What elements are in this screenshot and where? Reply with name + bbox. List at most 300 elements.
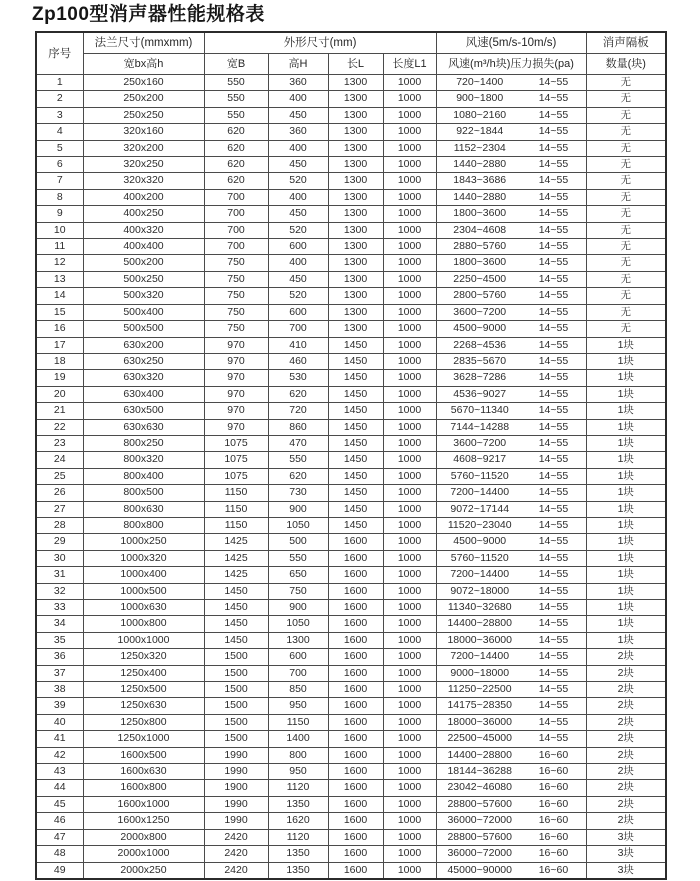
pressure-loss-value: 14~55	[538, 322, 569, 335]
airflow-range-value: 18000~36000	[447, 715, 512, 728]
baffle-count-cell: 无	[586, 107, 666, 123]
wind-speed-cell	[436, 91, 586, 107]
length-l-cell: 1300	[328, 157, 383, 173]
baffle-count-cell: 无	[586, 321, 666, 337]
serial-cell: 23	[36, 435, 83, 451]
length-l1-cell: 1000	[383, 517, 436, 533]
width-b-cell: 1990	[204, 796, 268, 812]
height-h-cell: 450	[268, 206, 328, 222]
height-h-cell: 700	[268, 321, 328, 337]
table-row	[36, 222, 666, 238]
length-l1-cell: 1000	[383, 452, 436, 468]
wind-speed-cell	[436, 862, 586, 879]
serial-cell: 33	[36, 600, 83, 616]
table-row	[36, 485, 666, 501]
pressure-loss-value: 14~55	[538, 190, 569, 203]
serial-cell: 44	[36, 780, 83, 796]
height-h-cell: 500	[268, 534, 328, 550]
serial-cell: 4	[36, 124, 83, 140]
table-row	[36, 206, 666, 222]
wind-speed-cell	[436, 501, 586, 517]
length-l1-cell: 1000	[383, 321, 436, 337]
height-h-cell: 520	[268, 222, 328, 238]
height-h-cell: 620	[268, 386, 328, 402]
serial-cell: 21	[36, 403, 83, 419]
baffle-count-cell: 1块	[586, 600, 666, 616]
length-l-cell: 1600	[328, 813, 383, 829]
length-l1-cell: 1000	[383, 632, 436, 648]
length-l-cell: 1300	[328, 107, 383, 123]
header-baffle-sub: 数量(块)	[586, 54, 666, 75]
table-row	[36, 353, 666, 369]
length-l1-cell: 1000	[383, 550, 436, 566]
baffle-count-cell: 3块	[586, 846, 666, 862]
airflow-range-value: 7200~14400	[450, 486, 510, 499]
height-h-cell: 470	[268, 435, 328, 451]
airflow-range-value: 3600~7200	[453, 436, 507, 449]
pressure-loss-value: 14~55	[538, 650, 569, 663]
wind-speed-cell	[436, 632, 586, 648]
wind-speed-cell	[436, 370, 586, 386]
wind-speed-cell	[436, 353, 586, 369]
pressure-loss-value: 16~60	[538, 830, 569, 843]
airflow-range-value: 28800~57600	[447, 797, 512, 810]
flange-size-cell: 1250x630	[83, 698, 204, 714]
flange-size-cell: 630x500	[83, 403, 204, 419]
airflow-range-value: 900~1800	[456, 92, 504, 105]
flange-size-cell: 1600x800	[83, 780, 204, 796]
length-l1-cell: 1000	[383, 107, 436, 123]
pressure-loss-value: 14~55	[538, 732, 569, 745]
wind-speed-cell	[436, 337, 586, 353]
height-h-cell: 1300	[268, 632, 328, 648]
length-l1-cell: 1000	[383, 813, 436, 829]
table-row	[36, 747, 666, 763]
flange-size-cell: 1000x250	[83, 534, 204, 550]
header-height-h: 高H	[268, 54, 328, 75]
table-row	[36, 567, 666, 583]
length-l1-cell: 1000	[383, 370, 436, 386]
table-row	[36, 829, 666, 845]
width-b-cell: 550	[204, 91, 268, 107]
pressure-loss-value: 14~55	[538, 371, 569, 384]
baffle-count-cell: 1块	[586, 403, 666, 419]
height-h-cell: 900	[268, 501, 328, 517]
width-b-cell: 970	[204, 337, 268, 353]
pressure-loss-value: 14~55	[538, 92, 569, 105]
pressure-loss-value: 14~55	[538, 305, 569, 318]
airflow-range-value: 11250~22500	[447, 683, 512, 696]
baffle-count-cell: 2块	[586, 796, 666, 812]
baffle-count-cell: 2块	[586, 813, 666, 829]
airflow-range-value: 9072~18000	[450, 584, 510, 597]
airflow-range-value: 2268~4536	[453, 338, 507, 351]
width-b-cell: 1425	[204, 567, 268, 583]
table-row	[36, 616, 666, 632]
flange-size-cell: 1000x500	[83, 583, 204, 599]
length-l1-cell: 1000	[383, 239, 436, 255]
width-b-cell: 750	[204, 271, 268, 287]
pressure-loss-value: 14~55	[538, 158, 569, 171]
height-h-cell: 900	[268, 600, 328, 616]
table-row	[36, 124, 666, 140]
flange-size-cell: 1250x400	[83, 665, 204, 681]
airflow-range-value: 4500~9000	[453, 535, 507, 548]
flange-size-cell: 400x400	[83, 239, 204, 255]
serial-cell: 34	[36, 616, 83, 632]
baffle-count-cell: 1块	[586, 534, 666, 550]
baffle-count-cell: 无	[586, 255, 666, 271]
table-row	[36, 140, 666, 156]
table-row	[36, 665, 666, 681]
wind-speed-cell	[436, 157, 586, 173]
serial-cell: 48	[36, 846, 83, 862]
length-l1-cell: 1000	[383, 698, 436, 714]
flange-size-cell: 500x320	[83, 288, 204, 304]
table-row	[36, 468, 666, 484]
pressure-loss-value: 14~55	[538, 76, 569, 88]
serial-cell: 31	[36, 567, 83, 583]
airflow-range-value: 1152~2304	[453, 141, 506, 154]
flange-size-cell: 800x630	[83, 501, 204, 517]
baffle-count-cell: 无	[586, 222, 666, 238]
serial-cell: 6	[36, 157, 83, 173]
length-l-cell: 1450	[328, 337, 383, 353]
baffle-count-cell: 1块	[586, 567, 666, 583]
length-l1-cell: 1000	[383, 271, 436, 287]
serial-cell: 16	[36, 321, 83, 337]
pressure-loss-value: 14~55	[538, 535, 569, 548]
flange-size-cell: 800x800	[83, 517, 204, 533]
width-b-cell: 970	[204, 419, 268, 435]
pressure-loss-value: 14~55	[538, 108, 569, 121]
height-h-cell: 1350	[268, 862, 328, 879]
pressure-loss-value: 14~55	[538, 387, 569, 400]
flange-size-cell: 320x200	[83, 140, 204, 156]
height-h-cell: 1620	[268, 813, 328, 829]
wind-speed-cell	[436, 747, 586, 763]
flange-size-cell: 320x160	[83, 124, 204, 140]
width-b-cell: 1075	[204, 452, 268, 468]
length-l-cell: 1300	[328, 75, 383, 91]
height-h-cell: 950	[268, 764, 328, 780]
wind-speed-cell	[436, 288, 586, 304]
height-h-cell: 720	[268, 403, 328, 419]
width-b-cell: 1450	[204, 583, 268, 599]
wind-speed-cell	[436, 649, 586, 665]
header-length-l: 长L	[328, 54, 383, 75]
airflow-range-value: 3600~7200	[453, 305, 507, 318]
baffle-count-cell: 无	[586, 173, 666, 189]
height-h-cell: 360	[268, 124, 328, 140]
width-b-cell: 970	[204, 403, 268, 419]
width-b-cell: 1150	[204, 517, 268, 533]
table-row	[36, 534, 666, 550]
flange-size-cell: 800x250	[83, 435, 204, 451]
baffle-count-cell: 2块	[586, 698, 666, 714]
serial-cell: 29	[36, 534, 83, 550]
airflow-range-value: 28800~57600	[447, 830, 512, 843]
wind-speed-cell	[436, 452, 586, 468]
length-l-cell: 1600	[328, 665, 383, 681]
baffle-count-cell: 2块	[586, 780, 666, 796]
width-b-cell: 1990	[204, 747, 268, 763]
table-row	[36, 271, 666, 287]
table-row	[36, 583, 666, 599]
table-row	[36, 682, 666, 698]
pressure-loss-value: 14~55	[538, 404, 569, 417]
baffle-count-cell: 2块	[586, 731, 666, 747]
pressure-loss-value: 14~55	[538, 518, 569, 531]
width-b-cell: 2420	[204, 846, 268, 862]
width-b-cell: 550	[204, 75, 268, 91]
serial-cell: 22	[36, 419, 83, 435]
length-l1-cell: 1000	[383, 649, 436, 665]
pressure-loss-value: 14~55	[538, 256, 569, 269]
length-l1-cell: 1000	[383, 435, 436, 451]
serial-cell: 39	[36, 698, 83, 714]
wind-speed-cell	[436, 435, 586, 451]
flange-size-cell: 250x250	[83, 107, 204, 123]
airflow-range-value: 7200~14400	[450, 650, 510, 663]
flange-size-cell: 800x320	[83, 452, 204, 468]
wind-speed-cell	[436, 189, 586, 205]
airflow-range-value: 1440~2880	[453, 190, 507, 203]
baffle-count-cell: 2块	[586, 714, 666, 730]
flange-size-cell: 800x500	[83, 485, 204, 501]
length-l1-cell: 1000	[383, 386, 436, 402]
header-sub-row	[36, 54, 666, 75]
serial-cell: 43	[36, 764, 83, 780]
pressure-loss-value: 16~60	[538, 781, 569, 794]
length-l-cell: 1600	[328, 616, 383, 632]
serial-cell: 24	[36, 452, 83, 468]
serial-cell: 42	[36, 747, 83, 763]
length-l-cell: 1450	[328, 419, 383, 435]
wind-speed-cell	[436, 780, 586, 796]
airflow-range-value: 14175~28350	[447, 699, 512, 712]
length-l1-cell: 1000	[383, 75, 436, 91]
length-l-cell: 1600	[328, 583, 383, 599]
wind-speed-cell	[436, 616, 586, 632]
table-row	[36, 780, 666, 796]
header-wind-sub: 风速(m³/h块)压力损失(pa)	[436, 54, 586, 75]
width-b-cell: 1450	[204, 632, 268, 648]
width-b-cell: 1425	[204, 534, 268, 550]
airflow-range-value: 36000~72000	[447, 814, 512, 827]
table-row	[36, 550, 666, 566]
length-l1-cell: 1000	[383, 157, 436, 173]
length-l-cell: 1600	[328, 764, 383, 780]
serial-cell: 2	[36, 91, 83, 107]
wind-speed-cell	[436, 386, 586, 402]
width-b-cell: 750	[204, 255, 268, 271]
width-b-cell: 1450	[204, 600, 268, 616]
airflow-range-value: 1800~3600	[453, 256, 507, 269]
serial-cell: 47	[36, 829, 83, 845]
serial-cell: 13	[36, 271, 83, 287]
pressure-loss-value: 14~55	[538, 568, 569, 581]
flange-size-cell: 400x200	[83, 189, 204, 205]
pressure-loss-value: 14~55	[538, 125, 569, 138]
table-row	[36, 846, 666, 862]
table-row	[36, 862, 666, 879]
width-b-cell: 2420	[204, 829, 268, 845]
table-header	[36, 32, 666, 75]
height-h-cell: 620	[268, 468, 328, 484]
width-b-cell: 1500	[204, 698, 268, 714]
length-l-cell: 1450	[328, 501, 383, 517]
pressure-loss-value: 14~55	[538, 584, 569, 597]
width-b-cell: 1500	[204, 665, 268, 681]
header-length-l1: 长度L1	[383, 54, 436, 75]
length-l-cell: 1300	[328, 239, 383, 255]
header-flange-sub: 宽bx高h	[83, 54, 204, 75]
baffle-count-cell: 1块	[586, 485, 666, 501]
airflow-range-value: 3628~7286	[453, 371, 507, 384]
flange-size-cell: 800x400	[83, 468, 204, 484]
pressure-loss-value: 16~60	[538, 863, 569, 876]
length-l-cell: 1600	[328, 600, 383, 616]
length-l1-cell: 1000	[383, 567, 436, 583]
table-row	[36, 321, 666, 337]
length-l-cell: 1300	[328, 321, 383, 337]
length-l-cell: 1300	[328, 271, 383, 287]
baffle-count-cell: 1块	[586, 468, 666, 484]
serial-cell: 19	[36, 370, 83, 386]
length-l1-cell: 1000	[383, 747, 436, 763]
height-h-cell: 520	[268, 288, 328, 304]
flange-size-cell: 1250x500	[83, 682, 204, 698]
airflow-range-value: 7144~14288	[450, 420, 510, 433]
wind-speed-cell	[436, 682, 586, 698]
baffle-count-cell: 无	[586, 206, 666, 222]
length-l1-cell: 1000	[383, 419, 436, 435]
height-h-cell: 550	[268, 452, 328, 468]
airflow-range-value: 4608~9217	[453, 453, 507, 466]
height-h-cell: 400	[268, 189, 328, 205]
flange-size-cell: 1000x800	[83, 616, 204, 632]
length-l1-cell: 1000	[383, 124, 436, 140]
pressure-loss-value: 14~55	[538, 502, 569, 515]
pressure-loss-value: 14~55	[538, 715, 569, 728]
wind-speed-cell	[436, 796, 586, 812]
length-l1-cell: 1000	[383, 222, 436, 238]
serial-cell: 36	[36, 649, 83, 665]
length-l1-cell: 1000	[383, 534, 436, 550]
pressure-loss-value: 14~55	[538, 141, 569, 154]
length-l1-cell: 1000	[383, 829, 436, 845]
width-b-cell: 750	[204, 304, 268, 320]
length-l-cell: 1300	[328, 124, 383, 140]
wind-speed-cell	[436, 846, 586, 862]
baffle-count-cell: 2块	[586, 764, 666, 780]
width-b-cell: 1990	[204, 813, 268, 829]
table-body	[36, 75, 666, 879]
baffle-count-cell: 无	[586, 140, 666, 156]
airflow-range-value: 1080~2160	[453, 108, 507, 121]
serial-cell: 30	[36, 550, 83, 566]
table-row	[36, 419, 666, 435]
serial-cell: 20	[36, 386, 83, 402]
baffle-count-cell: 3块	[586, 862, 666, 879]
width-b-cell: 620	[204, 157, 268, 173]
baffle-count-cell: 1块	[586, 550, 666, 566]
wind-speed-cell	[436, 534, 586, 550]
length-l-cell: 1600	[328, 698, 383, 714]
pressure-loss-value: 16~60	[538, 765, 569, 778]
height-h-cell: 950	[268, 698, 328, 714]
airflow-range-value: 2304~4608	[453, 223, 507, 236]
flange-size-cell: 500x200	[83, 255, 204, 271]
flange-size-cell: 1000x1000	[83, 632, 204, 648]
airflow-range-value: 14400~28800	[447, 617, 512, 630]
pressure-loss-value: 16~60	[538, 797, 569, 810]
header-wind-group: 风速(5m/s-10m/s)	[436, 32, 586, 54]
pressure-loss-value: 14~55	[538, 272, 569, 285]
baffle-count-cell: 无	[586, 75, 666, 91]
width-b-cell: 750	[204, 288, 268, 304]
baffle-count-cell: 1块	[586, 583, 666, 599]
length-l-cell: 1300	[328, 140, 383, 156]
pressure-loss-value: 14~55	[538, 223, 569, 236]
header-serial: 序号	[36, 32, 83, 75]
length-l1-cell: 1000	[383, 616, 436, 632]
height-h-cell: 1350	[268, 796, 328, 812]
length-l1-cell: 1000	[383, 189, 436, 205]
baffle-count-cell: 1块	[586, 337, 666, 353]
pressure-loss-value: 14~55	[538, 453, 569, 466]
baffle-count-cell: 1块	[586, 616, 666, 632]
length-l1-cell: 1000	[383, 796, 436, 812]
airflow-range-value: 922~1844	[456, 125, 504, 138]
width-b-cell: 1150	[204, 501, 268, 517]
header-group-row	[36, 32, 666, 54]
wind-speed-cell	[436, 829, 586, 845]
length-l-cell: 1600	[328, 796, 383, 812]
height-h-cell: 450	[268, 107, 328, 123]
width-b-cell: 750	[204, 321, 268, 337]
length-l1-cell: 1000	[383, 403, 436, 419]
airflow-range-value: 5760~11520	[450, 469, 509, 482]
table-row	[36, 517, 666, 533]
flange-size-cell: 2000x250	[83, 862, 204, 879]
flange-size-cell: 630x250	[83, 353, 204, 369]
baffle-count-cell: 1块	[586, 370, 666, 386]
table-row	[36, 75, 666, 91]
table-row	[36, 173, 666, 189]
serial-cell: 3	[36, 107, 83, 123]
wind-speed-cell	[436, 583, 586, 599]
airflow-range-value: 7200~14400	[450, 568, 510, 581]
table-row	[36, 501, 666, 517]
flange-size-cell: 250x160	[83, 75, 204, 91]
height-h-cell: 800	[268, 747, 328, 763]
wind-speed-cell	[436, 419, 586, 435]
height-h-cell: 1150	[268, 714, 328, 730]
pressure-loss-value: 14~55	[538, 551, 569, 564]
table-row	[36, 698, 666, 714]
length-l1-cell: 1000	[383, 731, 436, 747]
width-b-cell: 550	[204, 107, 268, 123]
serial-cell: 11	[36, 239, 83, 255]
wind-speed-cell	[436, 665, 586, 681]
baffle-count-cell: 1块	[586, 435, 666, 451]
wind-speed-cell	[436, 403, 586, 419]
width-b-cell: 1150	[204, 485, 268, 501]
wind-speed-cell	[436, 731, 586, 747]
serial-cell: 38	[36, 682, 83, 698]
